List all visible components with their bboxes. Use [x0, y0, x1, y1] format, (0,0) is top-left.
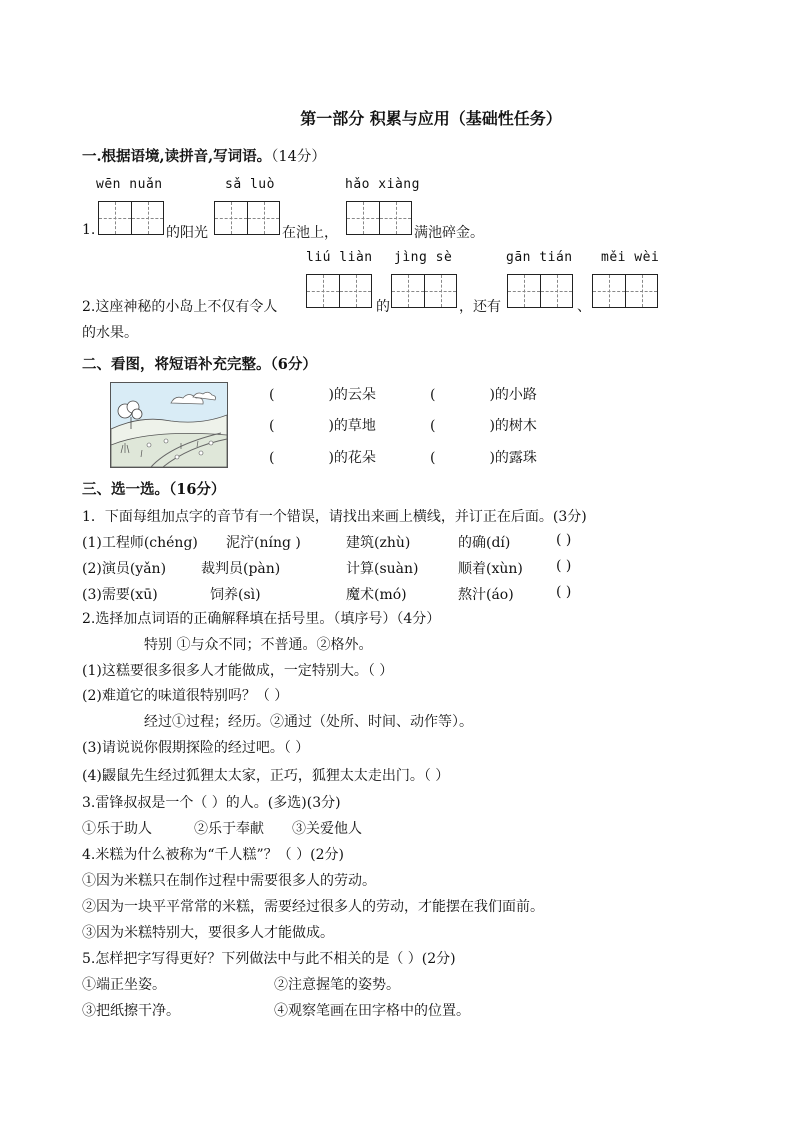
phrase-grass: ( )的草地 — [269, 418, 376, 434]
line2-text-end: 的水果。 — [82, 325, 138, 341]
phrase-road: ( )的小路 — [430, 387, 537, 403]
tianzige-box-7[interactable] — [592, 274, 658, 308]
section-2-heading: 二、看图，将短语补充完整。（6分） — [82, 356, 317, 373]
line2-text-2: ，还有 — [459, 299, 501, 315]
q4-option-3: ③因为米糕特别大，要很多人才能做成。 — [82, 925, 334, 941]
q1-row-2-b: 裁判员(pàn) — [201, 561, 281, 577]
line1-text-3: 满池碎金。 — [414, 225, 484, 241]
q1-row-3-c: 魔术(mó) — [346, 587, 407, 603]
tianzige-box-6[interactable] — [507, 274, 573, 308]
q1-row-2-answer: ( ) — [556, 558, 572, 574]
q1-row-1-d: 的确(dí) — [458, 535, 511, 551]
line2-text-3: 、 — [577, 299, 591, 315]
tianzige-box-2[interactable] — [214, 201, 280, 235]
q2-item-1: (1)这糕要很多很多人才能做成，一定特别大。（ ） — [82, 663, 394, 679]
pinyin-meiwei: měi wèi — [601, 250, 660, 265]
line2-text-start: 2.这座神秘的小岛上不仅有令人 — [82, 299, 278, 315]
landscape-picture — [110, 382, 228, 468]
q5-option-3: ③把纸擦干净。 — [82, 1003, 180, 1019]
pinyin-wennuan: wēn nuǎn — [96, 177, 163, 192]
q1-prompt: 1．下面每组加点字的音节有一个错误，请找出来画上横线，并订正在后面。(3分) — [82, 509, 587, 525]
q1-row-3-d: 熬汁(áo) — [458, 587, 514, 603]
q2-definition-2: 经过①过程；经历。②通过（处所、时间、动作等）。 — [144, 714, 473, 730]
pinyin-liulian: liú liàn — [306, 250, 373, 265]
q4-prompt: 4.米糕为什么被称为“千人糕”？（ ）(2分) — [82, 847, 344, 863]
tianzige-box-4[interactable] — [306, 274, 372, 308]
q5-option-2: ②注意握笔的姿势。 — [274, 977, 400, 993]
line1-text-2: 在池上， — [282, 225, 338, 241]
line1-text-1: 的阳光 — [166, 225, 208, 241]
q1-row-1-c: 建筑(zhù) — [346, 535, 411, 551]
section-1-heading — [82, 145, 326, 166]
q1-row-2-c: 计算(suàn) — [346, 561, 419, 577]
q1-row-3-a: (3)需要(xū) — [82, 587, 158, 603]
q1-row-1-a: (1)工程师(chéng) — [82, 535, 198, 551]
phrase-dew: ( )的露珠 — [430, 450, 537, 466]
q4-option-1: ①因为米糕只在制作过程中需要很多人的劳动。 — [82, 873, 376, 889]
tianzige-box-3[interactable] — [346, 201, 412, 235]
line2-text-1: 的 — [376, 299, 390, 315]
q3-option-2: ②乐于奉献 — [194, 821, 264, 837]
q5-prompt: 5.怎样把字写得更好？下列做法中与此不相关的是（ ）(2分) — [82, 951, 456, 967]
q2-item-3: (3)请说说你假期探险的经过吧。（ ） — [82, 740, 310, 756]
q1-row-2-d: 顺着(xùn) — [458, 561, 523, 577]
pinyin-gantian: gān tián — [506, 250, 573, 265]
page-title: 第一部分 积累与应用（基础性任务） — [300, 109, 562, 128]
q1-row-2-a: (2)演员(yǎn) — [82, 561, 167, 577]
q1-row-1-b: 泥泞(níng ) — [226, 535, 301, 551]
q2-definition-1: 特别 ①与众不同；不普通。②格外。 — [144, 637, 373, 653]
q3-option-1: ①乐于助人 — [82, 821, 152, 837]
line1-number: 1. — [82, 222, 96, 238]
q1-row-3-b: 饲养(sì) — [210, 587, 261, 603]
phrase-trees: ( )的树木 — [430, 418, 537, 434]
q3-prompt: 3.雷锋叔叔是一个（ ）的人。(多选)(3分) — [82, 795, 341, 811]
q2-item-2: (2)难道它的味道很特别吗？（ ） — [82, 688, 289, 704]
tianzige-box-1[interactable] — [98, 201, 164, 235]
pinyin-haoxiang: hǎo xiàng — [345, 177, 420, 192]
tianzige-box-5[interactable] — [391, 274, 457, 308]
section-1-score: （14分） — [271, 149, 326, 165]
phrase-cloud: ( )的云朵 — [269, 387, 376, 403]
q2-prompt: 2.选择加点词语的正确解释填在括号里。（填序号）（4分） — [82, 611, 441, 627]
landscape-drawing — [111, 383, 227, 467]
q5-option-4: ④观察笔画在田字格中的位置。 — [274, 1003, 470, 1019]
q3-option-3: ③关爱他人 — [292, 821, 362, 837]
q1-row-3-answer: ( ) — [556, 584, 572, 600]
q5-option-1: ①端正坐姿。 — [82, 977, 166, 993]
q2-item-4: (4)鼹鼠先生经过狐狸太太家，正巧，狐狸太太走出门。（ ） — [82, 768, 450, 784]
phrase-flowers: ( )的花朵 — [269, 450, 376, 466]
pinyin-saluo: sǎ luò — [225, 177, 275, 192]
q1-row-1-answer: ( ) — [556, 532, 572, 548]
pinyin-jingse: jìng sè — [394, 250, 453, 265]
section-1-title: 一.根据语境,读拼音,写词语。 — [82, 148, 272, 165]
section-3-heading: 三、选一选。（16分） — [82, 481, 226, 498]
q4-option-2: ②因为一块平平常常的米糕，需要经过很多人的劳动，才能摆在我们面前。 — [82, 899, 544, 915]
